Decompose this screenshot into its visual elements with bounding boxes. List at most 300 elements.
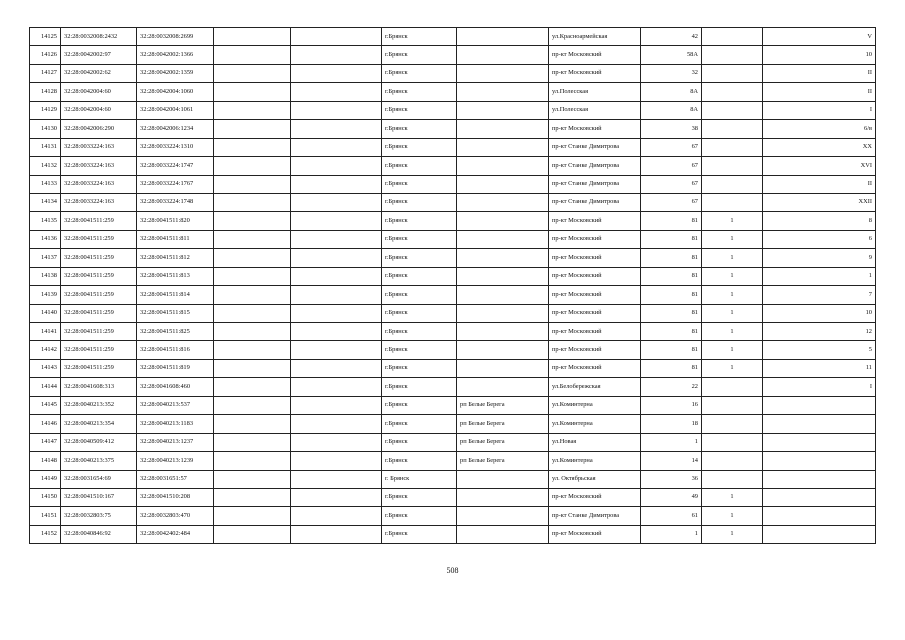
house-number-cell: 18 (641, 415, 702, 433)
empty-cell-b (291, 230, 382, 248)
empty-cell-b (291, 101, 382, 119)
object-cadastral-number-cell: 32:28:0041511:819 (137, 359, 214, 377)
street-cell: пр-кт Московский (549, 46, 641, 64)
empty-cell-a (214, 83, 291, 101)
cadastral-number-cell: 32:28:0033224:163 (61, 193, 137, 211)
building-cell: 1 (702, 286, 763, 304)
cadastral-number-cell: 32:28:0041510:167 (61, 488, 137, 506)
street-cell: ул.Коминтерна (549, 415, 641, 433)
record-number-cell: 14136 (30, 230, 61, 248)
house-number-cell: 1 (641, 433, 702, 451)
cadastral-number-cell: 32:28:0041608:313 (61, 378, 137, 396)
settlement-cell: рп Белые Берега (457, 415, 549, 433)
empty-cell-a (214, 415, 291, 433)
building-cell (702, 120, 763, 138)
registry-table (29, 27, 876, 544)
cadastral-number-cell: 32:28:0032803:75 (61, 507, 137, 525)
city-cell: г.Брянск (382, 193, 457, 211)
settlement-cell (457, 286, 549, 304)
record-number-cell: 14133 (30, 175, 61, 193)
house-number-cell: 16 (641, 396, 702, 414)
apartment-cell (763, 415, 876, 433)
object-cadastral-number-cell: 32:28:0041510:208 (137, 488, 214, 506)
record-number-cell: 14149 (30, 470, 61, 488)
settlement-cell (457, 488, 549, 506)
registry-body (30, 28, 876, 544)
apartment-cell: 10 (763, 304, 876, 322)
apartment-cell (763, 488, 876, 506)
table-row (30, 415, 876, 433)
empty-cell-b (291, 212, 382, 230)
table-row (30, 157, 876, 175)
empty-cell-b (291, 488, 382, 506)
street-cell: ул.Новая (549, 433, 641, 451)
table-row (30, 433, 876, 451)
cadastral-number-cell: 32:28:0042002:62 (61, 64, 137, 82)
object-cadastral-number-cell: 32:28:0041511:825 (137, 323, 214, 341)
object-cadastral-number-cell: 32:28:0041511:820 (137, 212, 214, 230)
record-number-cell: 14131 (30, 138, 61, 156)
settlement-cell: рп Белые Берега (457, 452, 549, 470)
cadastral-number-cell: 32:28:0031654:69 (61, 470, 137, 488)
empty-cell-b (291, 120, 382, 138)
table-row (30, 396, 876, 414)
record-number-cell: 14152 (30, 525, 61, 543)
empty-cell-a (214, 101, 291, 119)
object-cadastral-number-cell: 32:28:0033224:1748 (137, 193, 214, 211)
empty-cell-a (214, 304, 291, 322)
street-cell: ул.Полесская (549, 83, 641, 101)
empty-cell-b (291, 525, 382, 543)
empty-cell-a (214, 359, 291, 377)
house-number-cell: 42 (641, 28, 702, 46)
cadastral-number-cell: 32:28:0041511:259 (61, 249, 137, 267)
apartment-cell: 9 (763, 249, 876, 267)
empty-cell-a (214, 470, 291, 488)
empty-cell-a (214, 323, 291, 341)
house-number-cell: 81 (641, 359, 702, 377)
street-cell: пр-кт Станке Димитрова (549, 193, 641, 211)
house-number-cell: 67 (641, 138, 702, 156)
building-cell: 1 (702, 249, 763, 267)
table-row (30, 249, 876, 267)
cadastral-number-cell: 32:28:0041511:259 (61, 286, 137, 304)
apartment-cell: 11 (763, 359, 876, 377)
building-cell (702, 83, 763, 101)
table-row (30, 46, 876, 64)
city-cell: г.Брянск (382, 101, 457, 119)
building-cell: 1 (702, 507, 763, 525)
apartment-cell (763, 470, 876, 488)
record-number-cell: 14130 (30, 120, 61, 138)
cadastral-number-cell: 32:28:0042006:290 (61, 120, 137, 138)
object-cadastral-number-cell: 32:28:0042402:484 (137, 525, 214, 543)
street-cell: пр-кт Московский (549, 304, 641, 322)
empty-cell-a (214, 157, 291, 175)
empty-cell-b (291, 378, 382, 396)
city-cell: г.Брянск (382, 249, 457, 267)
empty-cell-b (291, 433, 382, 451)
building-cell (702, 101, 763, 119)
cadastral-number-cell: 32:28:0040213:375 (61, 452, 137, 470)
empty-cell-b (291, 359, 382, 377)
record-number-cell: 14148 (30, 452, 61, 470)
empty-cell-a (214, 212, 291, 230)
cadastral-number-cell: 32:28:0032008:2432 (61, 28, 137, 46)
object-cadastral-number-cell: 32:28:0042006:1234 (137, 120, 214, 138)
street-cell: ул.Белобережская (549, 378, 641, 396)
city-cell: г.Брянск (382, 507, 457, 525)
house-number-cell: 81 (641, 323, 702, 341)
settlement-cell (457, 267, 549, 285)
empty-cell-b (291, 267, 382, 285)
empty-cell-b (291, 83, 382, 101)
house-number-cell: 58А (641, 46, 702, 64)
house-number-cell: 14 (641, 452, 702, 470)
empty-cell-a (214, 193, 291, 211)
apartment-cell (763, 507, 876, 525)
table-row (30, 120, 876, 138)
object-cadastral-number-cell: 32:28:0033224:1767 (137, 175, 214, 193)
apartment-cell: XVI (763, 157, 876, 175)
city-cell: г.Брянск (382, 323, 457, 341)
building-cell: 1 (702, 304, 763, 322)
empty-cell-a (214, 46, 291, 64)
cadastral-number-cell: 32:28:0042004:60 (61, 101, 137, 119)
street-cell: пр-кт Станке Димитрова (549, 175, 641, 193)
table-row (30, 101, 876, 119)
city-cell: г.Брянск (382, 138, 457, 156)
empty-cell-b (291, 28, 382, 46)
empty-cell-b (291, 193, 382, 211)
empty-cell-a (214, 396, 291, 414)
apartment-cell: 6/в (763, 120, 876, 138)
empty-cell-a (214, 341, 291, 359)
apartment-cell: XX (763, 138, 876, 156)
table-row (30, 341, 876, 359)
settlement-cell: рп Белые Берега (457, 433, 549, 451)
empty-cell-b (291, 286, 382, 304)
city-cell: г.Брянск (382, 286, 457, 304)
empty-cell-a (214, 64, 291, 82)
settlement-cell (457, 341, 549, 359)
settlement-cell (457, 120, 549, 138)
apartment-cell: 7 (763, 286, 876, 304)
house-number-cell: 49 (641, 488, 702, 506)
apartment-cell: I (763, 378, 876, 396)
building-cell: 1 (702, 212, 763, 230)
apartment-cell: II (763, 175, 876, 193)
house-number-cell: 32 (641, 64, 702, 82)
cadastral-number-cell: 32:28:0042002:97 (61, 46, 137, 64)
table-row (30, 452, 876, 470)
apartment-cell (763, 396, 876, 414)
settlement-cell (457, 230, 549, 248)
street-cell: пр-кт Московский (549, 212, 641, 230)
street-cell: пр-кт Московский (549, 249, 641, 267)
settlement-cell (457, 138, 549, 156)
building-cell (702, 452, 763, 470)
street-cell: пр-кт Станке Димитрова (549, 138, 641, 156)
apartment-cell: XXII (763, 193, 876, 211)
street-cell: ул.Коминтерна (549, 452, 641, 470)
building-cell (702, 433, 763, 451)
apartment-cell: 10 (763, 46, 876, 64)
city-cell: г.Брянск (382, 341, 457, 359)
empty-cell-a (214, 286, 291, 304)
settlement-cell (457, 304, 549, 322)
building-cell (702, 470, 763, 488)
empty-cell-a (214, 525, 291, 543)
object-cadastral-number-cell: 32:28:0033224:1310 (137, 138, 214, 156)
city-cell: г.Брянск (382, 525, 457, 543)
empty-cell-b (291, 341, 382, 359)
table-row (30, 359, 876, 377)
cadastral-number-cell: 32:28:0040213:354 (61, 415, 137, 433)
house-number-cell: 81 (641, 304, 702, 322)
city-cell: г.Брянск (382, 488, 457, 506)
table-row (30, 212, 876, 230)
apartment-cell: II (763, 83, 876, 101)
record-number-cell: 14126 (30, 46, 61, 64)
building-cell (702, 396, 763, 414)
empty-cell-b (291, 138, 382, 156)
table-row (30, 378, 876, 396)
city-cell: г.Брянск (382, 267, 457, 285)
city-cell: г.Брянск (382, 415, 457, 433)
empty-cell-a (214, 120, 291, 138)
empty-cell-b (291, 452, 382, 470)
city-cell: г.Брянск (382, 83, 457, 101)
cadastral-number-cell: 32:28:0041511:259 (61, 323, 137, 341)
cadastral-number-cell: 32:28:0040509:412 (61, 433, 137, 451)
table-row (30, 193, 876, 211)
object-cadastral-number-cell: 32:28:0041511:816 (137, 341, 214, 359)
empty-cell-b (291, 415, 382, 433)
table-row (30, 138, 876, 156)
record-number-cell: 14150 (30, 488, 61, 506)
settlement-cell (457, 212, 549, 230)
building-cell (702, 64, 763, 82)
object-cadastral-number-cell: 32:28:0032803:470 (137, 507, 214, 525)
settlement-cell (457, 83, 549, 101)
empty-cell-a (214, 249, 291, 267)
object-cadastral-number-cell: 32:28:0032008:2699 (137, 28, 214, 46)
record-number-cell: 14137 (30, 249, 61, 267)
cadastral-number-cell: 32:28:0042004:60 (61, 83, 137, 101)
record-number-cell: 14141 (30, 323, 61, 341)
building-cell (702, 157, 763, 175)
apartment-cell: V (763, 28, 876, 46)
cadastral-number-cell: 32:28:0040213:352 (61, 396, 137, 414)
street-cell: пр-кт Московский (549, 286, 641, 304)
apartment-cell (763, 433, 876, 451)
cadastral-number-cell: 32:28:0041511:259 (61, 230, 137, 248)
object-cadastral-number-cell: 32:28:0041511:811 (137, 230, 214, 248)
record-number-cell: 14140 (30, 304, 61, 322)
settlement-cell: рп Белые Берега (457, 396, 549, 414)
house-number-cell: 81 (641, 249, 702, 267)
settlement-cell (457, 157, 549, 175)
building-cell (702, 175, 763, 193)
table-row (30, 488, 876, 506)
empty-cell-b (291, 304, 382, 322)
object-cadastral-number-cell: 32:28:0042002:1359 (137, 64, 214, 82)
cadastral-number-cell: 32:28:0041511:259 (61, 359, 137, 377)
record-number-cell: 14125 (30, 28, 61, 46)
city-cell: г.Брянск (382, 396, 457, 414)
city-cell: г.Брянск (382, 212, 457, 230)
object-cadastral-number-cell: 32:28:0041511:813 (137, 267, 214, 285)
empty-cell-a (214, 452, 291, 470)
house-number-cell: 67 (641, 175, 702, 193)
house-number-cell: 81 (641, 341, 702, 359)
city-cell: г.Брянск (382, 230, 457, 248)
apartment-cell (763, 525, 876, 543)
empty-cell-b (291, 64, 382, 82)
empty-cell-b (291, 470, 382, 488)
record-number-cell: 14145 (30, 396, 61, 414)
building-cell (702, 415, 763, 433)
settlement-cell (457, 507, 549, 525)
table-row (30, 175, 876, 193)
empty-cell-b (291, 175, 382, 193)
settlement-cell (457, 525, 549, 543)
street-cell: ул.Красноармейская (549, 28, 641, 46)
cadastral-number-cell: 32:28:0033224:163 (61, 138, 137, 156)
table-row (30, 64, 876, 82)
cadastral-number-cell: 32:28:0041511:259 (61, 341, 137, 359)
empty-cell-b (291, 46, 382, 64)
house-number-cell: 1 (641, 525, 702, 543)
record-number-cell: 14144 (30, 378, 61, 396)
record-number-cell: 14143 (30, 359, 61, 377)
object-cadastral-number-cell: 32:28:0033224:1747 (137, 157, 214, 175)
house-number-cell: 81 (641, 230, 702, 248)
cadastral-number-cell: 32:28:0041511:259 (61, 267, 137, 285)
building-cell (702, 193, 763, 211)
empty-cell-a (214, 267, 291, 285)
table-row (30, 230, 876, 248)
cadastral-number-cell: 32:28:0041511:259 (61, 304, 137, 322)
settlement-cell (457, 46, 549, 64)
street-cell: пр-кт Московский (549, 359, 641, 377)
settlement-cell (457, 249, 549, 267)
apartment-cell: 1 (763, 267, 876, 285)
street-cell: пр-кт Московский (549, 488, 641, 506)
city-cell: г.Брянск (382, 157, 457, 175)
settlement-cell (457, 193, 549, 211)
empty-cell-a (214, 28, 291, 46)
object-cadastral-number-cell: 32:28:0041511:814 (137, 286, 214, 304)
building-cell: 1 (702, 323, 763, 341)
table-row (30, 28, 876, 46)
empty-cell-b (291, 507, 382, 525)
street-cell: пр-кт Московский (549, 341, 641, 359)
apartment-cell: I (763, 101, 876, 119)
table-row (30, 525, 876, 543)
empty-cell-b (291, 323, 382, 341)
empty-cell-b (291, 249, 382, 267)
record-number-cell: 14134 (30, 193, 61, 211)
street-cell: ул. Октябрьская (549, 470, 641, 488)
empty-cell-a (214, 138, 291, 156)
settlement-cell (457, 64, 549, 82)
object-cadastral-number-cell: 32:28:0040213:1239 (137, 452, 214, 470)
table-row (30, 470, 876, 488)
street-cell: пр-кт Станке Димитрова (549, 507, 641, 525)
empty-cell-a (214, 230, 291, 248)
table-row (30, 267, 876, 285)
record-number-cell: 14138 (30, 267, 61, 285)
record-number-cell: 14139 (30, 286, 61, 304)
building-cell (702, 378, 763, 396)
apartment-cell: 8 (763, 212, 876, 230)
apartment-cell: 5 (763, 341, 876, 359)
building-cell (702, 46, 763, 64)
city-cell: г. Брянск (382, 470, 457, 488)
table-row (30, 83, 876, 101)
record-number-cell: 14151 (30, 507, 61, 525)
empty-cell-b (291, 396, 382, 414)
street-cell: пр-кт Московский (549, 230, 641, 248)
house-number-cell: 67 (641, 157, 702, 175)
house-number-cell: 38 (641, 120, 702, 138)
record-number-cell: 14146 (30, 415, 61, 433)
house-number-cell: 81 (641, 267, 702, 285)
record-number-cell: 14142 (30, 341, 61, 359)
settlement-cell (457, 101, 549, 119)
settlement-cell (457, 470, 549, 488)
settlement-cell (457, 378, 549, 396)
city-cell: г.Брянск (382, 175, 457, 193)
empty-cell-a (214, 488, 291, 506)
building-cell: 1 (702, 359, 763, 377)
city-cell: г.Брянск (382, 46, 457, 64)
object-cadastral-number-cell: 32:28:0041608:460 (137, 378, 214, 396)
building-cell: 1 (702, 525, 763, 543)
empty-cell-a (214, 175, 291, 193)
record-number-cell: 14127 (30, 64, 61, 82)
street-cell: пр-кт Московский (549, 64, 641, 82)
cadastral-number-cell: 32:28:0041511:259 (61, 212, 137, 230)
object-cadastral-number-cell: 32:28:0040213:1183 (137, 415, 214, 433)
empty-cell-a (214, 378, 291, 396)
table-row (30, 323, 876, 341)
building-cell (702, 138, 763, 156)
object-cadastral-number-cell: 32:28:0041511:815 (137, 304, 214, 322)
object-cadastral-number-cell: 32:28:0042004:1060 (137, 83, 214, 101)
object-cadastral-number-cell: 32:28:0040213:537 (137, 396, 214, 414)
object-cadastral-number-cell: 32:28:0041511:812 (137, 249, 214, 267)
object-cadastral-number-cell: 32:28:0042002:1366 (137, 46, 214, 64)
house-number-cell: 8А (641, 83, 702, 101)
table-row (30, 286, 876, 304)
object-cadastral-number-cell: 32:28:0031651:57 (137, 470, 214, 488)
apartment-cell: 6 (763, 230, 876, 248)
building-cell: 1 (702, 341, 763, 359)
record-number-cell: 14147 (30, 433, 61, 451)
apartment-cell: 12 (763, 323, 876, 341)
cadastral-number-cell: 32:28:0040846:92 (61, 525, 137, 543)
street-cell: пр-кт Московский (549, 267, 641, 285)
settlement-cell (457, 323, 549, 341)
city-cell: г.Брянск (382, 378, 457, 396)
record-number-cell: 14128 (30, 83, 61, 101)
city-cell: г.Брянск (382, 28, 457, 46)
street-cell: пр-кт Станке Димитрова (549, 157, 641, 175)
empty-cell-a (214, 507, 291, 525)
